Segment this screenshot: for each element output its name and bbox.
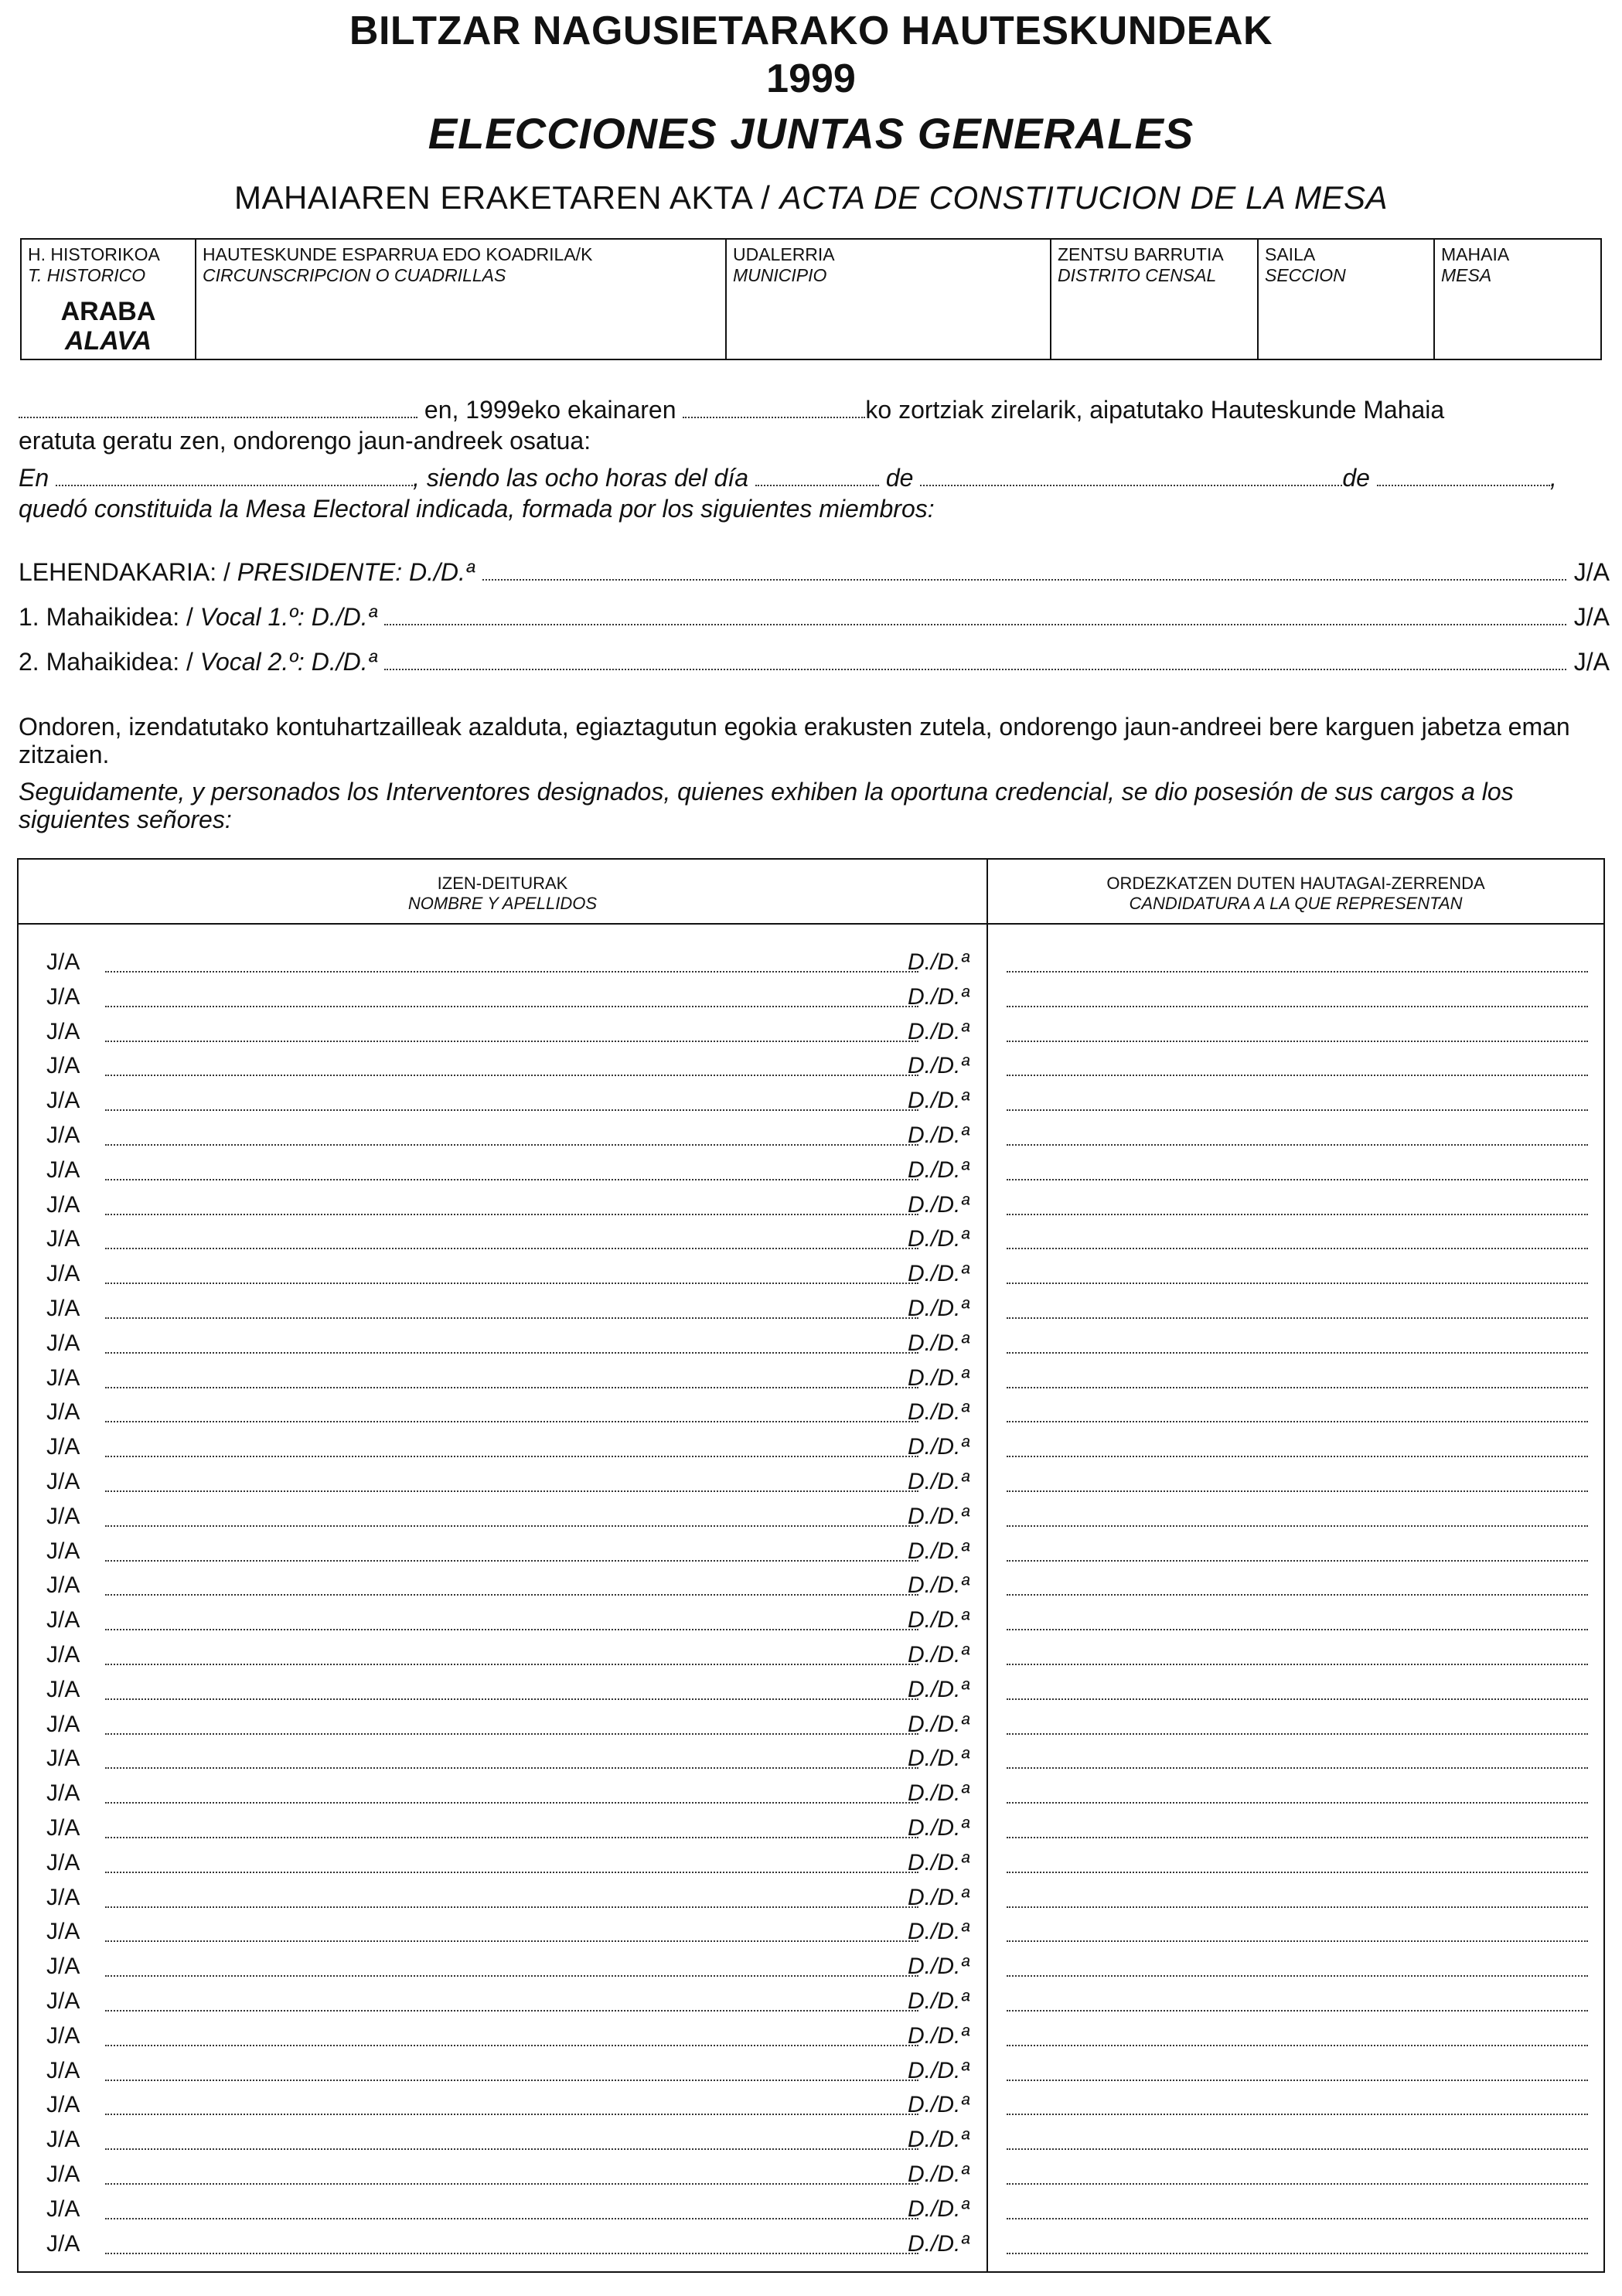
intro-text: quedó constituida la Mesa Electoral indicada, formada por los siguientes miembros: [19,495,935,523]
row-suffix: D./D.ª [908,1434,969,1460]
candidature-fill-line[interactable] [1007,1733,1588,1735]
candidature-fill-line[interactable] [1007,1525,1588,1527]
row-prefix: J/A [46,2092,80,2118]
field-label-es: DISTRITO CENSAL [1058,265,1217,285]
day-fill-es[interactable] [755,485,879,486]
name-fill-line[interactable] [105,2045,918,2046]
row-prefix: J/A [46,2022,80,2049]
name-fill-line[interactable] [105,1041,918,1042]
place-fill-es[interactable] [56,485,413,486]
row-suffix: D./D.ª [908,1849,969,1875]
intro-text: , siendo las ocho horas del día [413,464,749,492]
row-prefix: J/A [46,1815,80,1841]
table-row [19,1598,1603,1633]
field-label-eu: SAILA [1265,244,1316,264]
month-fill-es[interactable] [920,485,1342,486]
candidature-fill-line[interactable] [1007,1975,1588,1977]
row-suffix: D./D.ª [908,1538,969,1564]
name-fill-line[interactable] [105,1283,918,1284]
table-row [19,1044,1603,1078]
row-suffix: D./D.ª [908,1261,969,1287]
candidature-fill-line[interactable] [1007,1317,1588,1319]
table-row [19,1702,1603,1737]
row-prefix: J/A [46,1364,80,1391]
row-suffix: D./D.ª [908,1780,969,1807]
candidature-fill-line[interactable] [1007,1698,1588,1700]
row-suffix: D./D.ª [908,2022,969,2049]
place-fill[interactable] [19,417,417,418]
column-header-eu: ORDEZKATZEN DUTEN HAUTAGAI-ZERRENDA [1106,874,1485,893]
field-label-es: MUNICIPIO [733,265,827,285]
table-row [19,2187,1603,2222]
table-row [19,1286,1603,1321]
member-suffix: J/A [1573,603,1610,631]
row-suffix: D./D.ª [908,2092,969,2118]
row-suffix: D./D.ª [908,1711,969,1737]
territory-value-eu: ARABA [60,297,156,326]
row-suffix: D./D.ª [908,1018,969,1044]
row-suffix: D./D.ª [908,949,969,975]
candidature-fill-line[interactable] [1007,2183,1588,2185]
row-prefix: J/A [46,1018,80,1044]
column-header-es: CANDIDATURA A LA QUE REPRESENTAN [1129,894,1463,913]
table-row [19,2117,1603,2152]
table-row [19,1944,1603,1979]
field-territory [22,240,196,359]
member-label-es: Vocal 2.º: [199,648,305,676]
candidature-fill-line[interactable] [1007,1041,1588,1042]
column-header-es: NOMBRE Y APELLIDOS [407,894,598,913]
candidature-fill-line[interactable] [1007,1075,1588,1076]
table-row [19,1356,1603,1391]
name-fill-line[interactable] [105,1872,918,1873]
name-fill-line[interactable] [105,1767,918,1769]
row-suffix: D./D.ª [908,1988,969,2014]
candidature-fill-line[interactable] [1007,1940,1588,1942]
title-year: 1999 [766,56,856,101]
name-fill-line[interactable] [105,1698,918,1700]
name-fill-line[interactable] [105,1906,918,1908]
candidature-fill-line[interactable] [1007,1456,1588,1457]
candidature-fill-line[interactable] [1007,1594,1588,1596]
member-prefix: D./D.ª [311,648,377,676]
intro-text: eratuta geratu zen, ondorengo jaun-andreek osatua: [19,427,591,455]
candidature-fill-line[interactable] [1007,1629,1588,1630]
row-suffix: D./D.ª [908,2057,969,2083]
member-label-es: PRESIDENTE: [237,558,403,586]
year-fill-es[interactable] [1377,485,1550,486]
member-suffix: J/A [1573,558,1610,586]
table-row [19,1771,1603,1806]
candidature-fill-line[interactable] [1007,1179,1588,1180]
candidature-fill-line[interactable] [1007,2253,1588,2254]
name-fill-line[interactable] [105,2183,918,2185]
name-fill-line[interactable] [105,1560,918,1562]
row-suffix: D./D.ª [908,2196,969,2222]
candidature-fill-line[interactable] [1007,2148,1588,2150]
row-suffix: D./D.ª [908,1088,969,1114]
title-spanish: ELECCIONES JUNTAS GENERALES [428,109,1194,158]
table-row [19,1909,1603,1944]
name-fill-line[interactable] [105,1006,918,1007]
table-row [19,1875,1603,1910]
name-fill-line[interactable] [105,1109,918,1111]
row-suffix: D./D.ª [908,1746,969,1772]
name-fill-line[interactable] [105,1214,918,1215]
member-label-eu: 2. Mahaikidea: / [19,648,193,676]
intro-line-2 [19,427,591,455]
table-row [19,2222,1603,2257]
candidature-fill-line[interactable] [1007,2114,1588,2115]
name-fill-line[interactable] [105,1664,918,1665]
column-header-names [19,874,986,914]
row-prefix: J/A [46,1642,80,1667]
table-row [19,2152,1603,2187]
name-fill-line[interactable] [105,1317,918,1319]
name-fill-line[interactable] [105,1837,918,1838]
table-row [19,2083,1603,2117]
row-suffix: D./D.ª [908,1122,969,1148]
table-row [19,2014,1603,2049]
table-row [19,1390,1603,1425]
row-prefix: J/A [46,1746,80,1772]
member-label-es: Vocal 1.º: [199,603,305,631]
row-prefix: J/A [46,2230,80,2257]
table-row [19,1736,1603,1771]
name-fill-line[interactable] [105,1352,918,1354]
field-municipality[interactable] [727,240,1051,359]
row-suffix: D./D.ª [908,1503,969,1529]
row-suffix: D./D.ª [908,1053,969,1079]
table-header [19,860,1603,925]
field-label-es: SECCION [1265,265,1346,285]
name-fill-line[interactable] [105,2148,918,2150]
row-suffix: D./D.ª [908,2161,969,2187]
field-circumscription[interactable] [196,240,727,359]
table-row [19,1806,1603,1841]
row-prefix: J/A [46,1296,80,1321]
table-row [19,1321,1603,1356]
row-prefix: J/A [46,1088,80,1114]
field-section[interactable] [1259,240,1435,359]
member-label-eu: 1. Mahaikidea: / [19,603,193,631]
name-fill-line[interactable] [105,971,918,973]
name-fill-line[interactable] [105,1456,918,1457]
candidature-fill-line[interactable] [1007,1664,1588,1665]
row-suffix: D./D.ª [908,2127,969,2153]
table-row [19,1667,1603,1702]
candidature-fill-line[interactable] [1007,1248,1588,1249]
field-label-es: CIRCUNSCRIPCION O CUADRILLAS [203,265,506,285]
table-row [19,1563,1603,1598]
candidature-fill-line[interactable] [1007,1387,1588,1388]
name-fill-line[interactable] [105,1490,918,1492]
row-prefix: J/A [46,1226,80,1252]
name-fill-line[interactable] [105,2253,918,2254]
name-fill-line[interactable] [105,2010,918,2012]
table-row [19,1252,1603,1286]
row-suffix: D./D.ª [908,1226,969,1252]
row-prefix: J/A [46,949,80,975]
row-prefix: J/A [46,1676,80,1702]
candidature-fill-line[interactable] [1007,971,1588,973]
row-prefix: J/A [46,1711,80,1737]
table-row [19,1494,1603,1529]
row-prefix: J/A [46,1261,80,1287]
name-fill-line[interactable] [105,1144,918,1146]
field-table[interactable] [1435,240,1600,359]
row-suffix: D./D.ª [908,983,969,1010]
candidature-fill-line[interactable] [1007,2045,1588,2046]
row-prefix: J/A [46,1538,80,1564]
row-prefix: J/A [46,1122,80,1148]
candidature-fill-line[interactable] [1007,1421,1588,1422]
row-suffix: D./D.ª [908,1364,969,1391]
row-prefix: J/A [46,1988,80,2014]
candidature-fill-line[interactable] [1007,1109,1588,1111]
intro-line-1 [19,396,1444,424]
vocal-2-name-field[interactable] [384,669,1566,670]
day-fill[interactable] [683,417,865,418]
row-suffix: D./D.ª [908,1157,969,1183]
intro-line-4 [19,495,935,523]
table-row [19,940,1603,975]
table-row [19,1979,1603,2014]
row-suffix: D./D.ª [908,1191,969,1218]
interventores-table [17,858,1605,2273]
row-prefix: J/A [46,2057,80,2083]
intro-text: de [885,464,914,492]
name-fill-line[interactable] [105,1975,918,1977]
row-suffix: D./D.ª [908,1919,969,1945]
row-prefix: J/A [46,1849,80,1875]
row-prefix: J/A [46,1053,80,1079]
row-suffix: D./D.ª [908,1469,969,1494]
table-row [19,1529,1603,1564]
table-row [19,2049,1603,2083]
candidature-fill-line[interactable] [1007,2010,1588,2012]
candidature-fill-line[interactable] [1007,1906,1588,1908]
name-fill-line[interactable] [105,1802,918,1804]
name-fill-line[interactable] [105,1387,918,1388]
intro-text: ko zortziak zirelarik, aipatutako Hauteskunde Mahaia [865,396,1445,424]
row-prefix: J/A [46,1607,80,1633]
row-prefix: J/A [46,1572,80,1599]
intro-text: , [1549,464,1557,492]
member-suffix: J/A [1573,648,1610,676]
row-prefix: J/A [46,1954,80,1980]
table-row [19,1113,1603,1148]
field-label-eu: ZENTSU BARRUTIA [1058,244,1224,264]
field-label-eu: UDALERRIA [733,244,835,264]
subtitle-spanish: ACTA DE CONSTITUCION DE LA MESA [779,179,1388,216]
territory-value-es: ALAVA [64,326,152,356]
candidature-fill-line[interactable] [1007,2218,1588,2219]
field-label-eu: HAUTESKUNDE ESPARRUA EDO KOADRILA/K [203,244,593,264]
row-prefix: J/A [46,1919,80,1945]
table-row [19,1183,1603,1218]
candidature-fill-line[interactable] [1007,1283,1588,1284]
document-subtitle [0,179,1622,216]
candidature-fill-line[interactable] [1007,2080,1588,2081]
field-label-eu: MAHAIA [1441,244,1510,264]
row-prefix: J/A [46,1330,80,1356]
row-prefix: J/A [46,983,80,1010]
candidature-fill-line[interactable] [1007,1837,1588,1838]
row-prefix: J/A [46,1884,80,1910]
row-prefix: J/A [46,1191,80,1218]
name-fill-line[interactable] [105,1733,918,1735]
column-header-eu: IZEN-DEITURAK [437,874,568,893]
candidature-fill-line[interactable] [1007,1006,1588,1007]
row-prefix: J/A [46,2196,80,2222]
row-suffix: D./D.ª [908,1296,969,1321]
title-basque: BILTZAR NAGUSIETARAKO HAUTESKUNDEAK [349,9,1273,53]
member-prefix: D./D.ª [409,558,475,586]
table-row [19,1010,1603,1044]
name-fill-line[interactable] [105,2218,918,2219]
member-prefix: D./D.ª [311,603,377,631]
name-fill-line[interactable] [105,1940,918,1942]
subtitle-basque: MAHAIAREN ERAKETAREN AKTA / [234,179,771,216]
candidature-fill-line[interactable] [1007,1872,1588,1873]
candidature-fill-line[interactable] [1007,1144,1588,1146]
row-suffix: D./D.ª [908,1330,969,1356]
table-row [19,1078,1603,1113]
row-prefix: J/A [46,1780,80,1807]
candidature-fill-line[interactable] [1007,1802,1588,1804]
name-fill-line[interactable] [105,2080,918,2081]
row-suffix: D./D.ª [908,1607,969,1633]
row-prefix: J/A [46,1434,80,1460]
row-suffix: D./D.ª [908,1815,969,1841]
row-prefix: J/A [46,2161,80,2187]
field-label-es: MESA [1441,265,1492,285]
row-suffix: D./D.ª [908,1399,969,1426]
table-row [19,975,1603,1010]
row-suffix: D./D.ª [908,1884,969,1910]
table-row [19,1425,1603,1460]
name-fill-line[interactable] [105,1594,918,1596]
row-prefix: J/A [46,2127,80,2153]
name-fill-line[interactable] [105,1075,918,1076]
member-label-eu: LEHENDAKARIA: / [19,558,230,586]
header-fields-table [20,238,1602,360]
name-fill-line[interactable] [105,1248,918,1249]
name-fill-line[interactable] [105,2114,918,2115]
intro-line-3 [19,464,1557,492]
row-suffix: D./D.ª [908,1642,969,1667]
name-fill-line[interactable] [105,1421,918,1422]
field-census-district[interactable] [1051,240,1259,359]
member-president [19,558,1610,587]
row-prefix: J/A [46,1503,80,1529]
candidature-fill-line[interactable] [1007,1560,1588,1562]
row-suffix: D./D.ª [908,1954,969,1980]
candidature-fill-line[interactable] [1007,1214,1588,1215]
table-row [19,1148,1603,1183]
field-label-eu: H. HISTORIKOA [28,244,160,264]
name-fill-line[interactable] [105,1525,918,1527]
intro-text: en, 1999eko ekainaren [424,396,676,424]
field-label-es: T. HISTORICO [28,265,146,285]
interventores-eu: Ondoren, izendatutako kontuhartzailleak azalduta, egiaztagutun egokia erakusten zutela, ondorengo jaun-andreei bere karguen jabetza eman zitzaien. [19,713,1570,768]
row-prefix: J/A [46,1157,80,1183]
member-vocal-1 [19,603,1610,632]
table-row [19,1841,1603,1875]
row-prefix: J/A [46,1399,80,1426]
row-suffix: D./D.ª [908,1676,969,1702]
table-row [19,1217,1603,1252]
member-vocal-2 [19,648,1610,676]
column-header-candidature [988,874,1603,914]
name-fill-line[interactable] [105,1179,918,1180]
row-suffix: D./D.ª [908,2230,969,2257]
candidature-fill-line[interactable] [1007,1352,1588,1354]
candidature-fill-line[interactable] [1007,1490,1588,1492]
row-prefix: J/A [46,1469,80,1494]
president-name-field[interactable] [482,579,1566,581]
interventores-es: Seguidamente, y personados los Interventores designados, quienes exhiben la oportuna credencial, se dio posesión de sus cargos a los siguientes señores: [19,778,1514,833]
row-suffix: D./D.ª [908,1572,969,1599]
candidature-fill-line[interactable] [1007,1767,1588,1769]
name-fill-line[interactable] [105,1629,918,1630]
table-row [19,1460,1603,1494]
table-row [19,1633,1603,1667]
vocal-1-name-field[interactable] [384,624,1566,625]
intro-text: de [1342,464,1370,492]
intro-text: En [19,464,49,492]
